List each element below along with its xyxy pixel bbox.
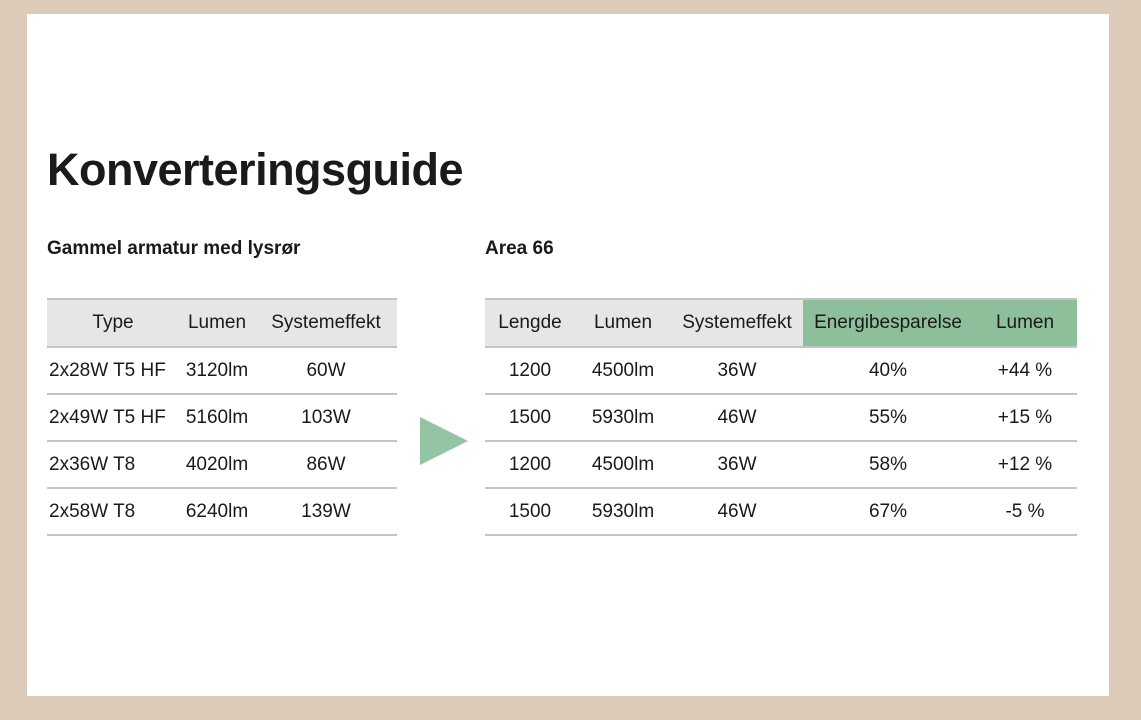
table-header-row [485, 299, 1077, 347]
cell-lengde: 1200 [485, 441, 575, 488]
cell-lumen: 3120lm [179, 347, 255, 394]
cell-lumen: 5930lm [575, 394, 671, 441]
cell-type: 2x49W T5 HF [47, 394, 179, 441]
cell-systemeffekt: 36W [671, 347, 803, 394]
column-header-systemeffekt: Systemeffekt [671, 299, 803, 347]
cell-lengde: 1500 [485, 488, 575, 535]
cell-lumen: 4020lm [179, 441, 255, 488]
cell-systemeffekt: 103W [255, 394, 397, 441]
table-row [47, 347, 397, 394]
table-row [47, 394, 397, 441]
column-header-energibesparelse: Energibesparelse [803, 299, 973, 347]
column-header-lumen-change: Lumen [973, 299, 1077, 347]
cell-lumen: 6240lm [179, 488, 255, 535]
old-fixture-heading: Gammel armatur med lysrør [47, 238, 301, 259]
cell-systemeffekt: 139W [255, 488, 397, 535]
cell-lumen-change: -5 % [973, 488, 1077, 535]
slide-card [27, 14, 1109, 696]
cell-systemeffekt: 36W [671, 441, 803, 488]
column-header-systemeffekt: Systemeffekt [255, 299, 397, 347]
area66-heading: Area 66 [485, 238, 554, 259]
cell-type: 2x28W T5 HF [47, 347, 179, 394]
cell-systemeffekt: 60W [255, 347, 397, 394]
cell-lumen-change: +12 % [973, 441, 1077, 488]
play-triangle-icon [420, 417, 468, 465]
cell-energibesparelse: 40% [803, 347, 973, 394]
area66-table [485, 298, 1077, 536]
column-header-lengde: Lengde [485, 299, 575, 347]
cell-systemeffekt: 86W [255, 441, 397, 488]
cell-systemeffekt: 46W [671, 488, 803, 535]
cell-lumen-change: +44 % [973, 347, 1077, 394]
cell-lengde: 1200 [485, 347, 575, 394]
cell-lumen: 5160lm [179, 394, 255, 441]
cell-lumen-change: +15 % [973, 394, 1077, 441]
cell-lengde: 1500 [485, 394, 575, 441]
cell-type: 2x58W T8 [47, 488, 179, 535]
table-header-row [47, 299, 397, 347]
cell-lumen: 5930lm [575, 488, 671, 535]
cell-lumen: 4500lm [575, 347, 671, 394]
table-row [47, 488, 397, 535]
column-header-lumen: Lumen [179, 299, 255, 347]
column-header-lumen: Lumen [575, 299, 671, 347]
table-row [485, 488, 1077, 535]
table-row [485, 347, 1077, 394]
cell-type: 2x36W T8 [47, 441, 179, 488]
cell-energibesparelse: 55% [803, 394, 973, 441]
cell-energibesparelse: 58% [803, 441, 973, 488]
old-fixture-table [47, 298, 397, 536]
table-row [485, 394, 1077, 441]
page-title: Konverteringsguide [47, 144, 464, 195]
table-row [47, 441, 397, 488]
cell-systemeffekt: 46W [671, 394, 803, 441]
cell-energibesparelse: 67% [803, 488, 973, 535]
column-header-type: Type [47, 299, 179, 347]
cell-lumen: 4500lm [575, 441, 671, 488]
table-row [485, 441, 1077, 488]
